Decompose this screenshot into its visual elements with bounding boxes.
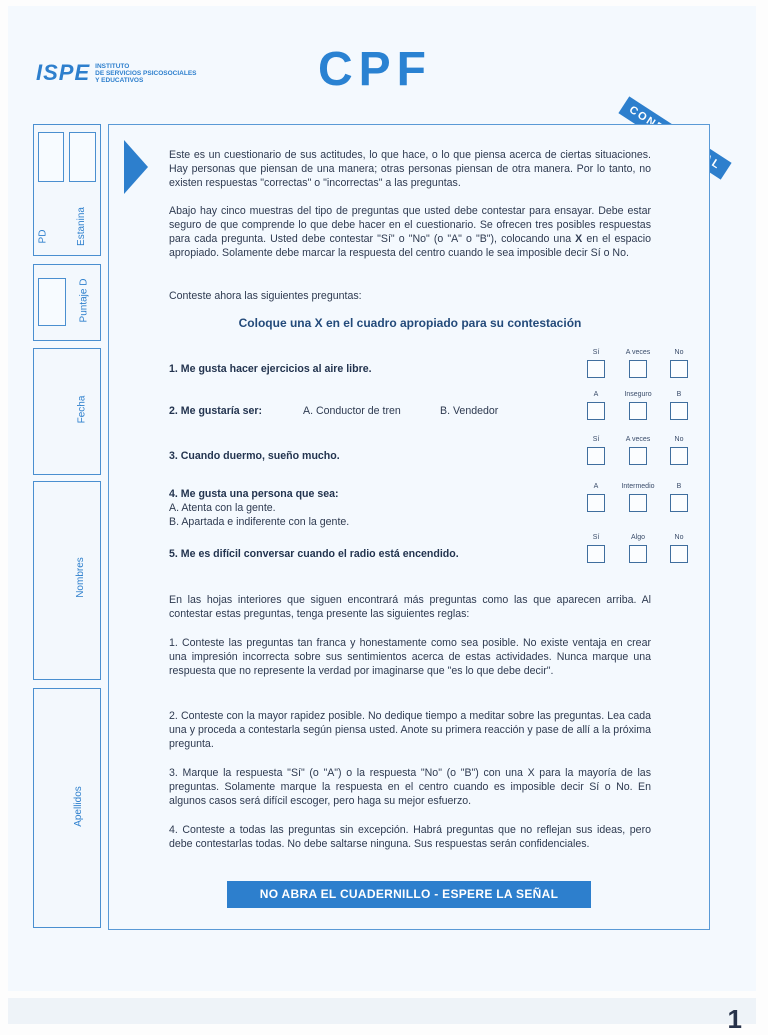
q4-opt-2-label: Intermedio <box>621 483 655 490</box>
intro-p2-part-a: Abajo hay cinco muestras del tipo de preguntas que usted debe contestar para ensayar. Debe estar seguro de que comprende lo que debe hacer en el cuestionario. Se ofrecen tres posibles respuestas para cada pregunta. Usted debe contestar "Sí" o "No" (o "A" o "B"), colocando una <box>169 205 651 245</box>
q1-opt-3-label: No <box>674 349 684 356</box>
puntaje-field[interactable] <box>33 264 101 341</box>
form-title: CPF <box>318 43 432 96</box>
q1-checkbox-3[interactable] <box>670 360 688 378</box>
rule-4: 4. Conteste a todas las preguntas sin excepción. Habrá preguntas que no reflejan sus ideas, pero debe contestarlas todas. No debe saltarse ninguna. Sus respuestas serán confidenciales. <box>169 824 651 850</box>
question-3-text: 3. Cuando duermo, sueño mucho. <box>169 450 340 462</box>
q5-opt-2-label: Algo <box>630 534 645 541</box>
rule-2: 2. Conteste con la mayor rapidez posible. No dedique tiempo a meditar sobre las preguntas. Lea cada una y proceda a contestarla según piensa usted. Anote su primera reacción y pase de allí a la próxima pregunta. <box>169 710 651 750</box>
intro-paragraph-2 <box>169 204 651 260</box>
question-2 <box>169 405 262 417</box>
q5-opt-3-label: No <box>674 534 684 541</box>
logo-line-3: Y EDUCATIVOS <box>95 76 144 84</box>
q5-checkbox-1[interactable] <box>587 545 605 563</box>
q2-checkbox-2[interactable] <box>629 402 647 420</box>
fecha-label: Fecha <box>76 395 88 424</box>
question-5 <box>169 548 459 560</box>
q3-checkbox-1[interactable] <box>587 447 605 465</box>
apellidos-label: Apellidos <box>72 786 84 827</box>
rules-intro: En las hojas interiores que siguen encontrará más preguntas como las que aparecen arriba. Al contestar estas preguntas, tenga presente las siguientes reglas: <box>169 594 651 620</box>
q1-checkbox-2[interactable] <box>629 360 647 378</box>
pd-label: PD <box>37 229 49 244</box>
q3-opt-3-label: No <box>674 436 684 443</box>
q2-checkbox-3[interactable] <box>670 402 688 420</box>
logo-line-2: DE SERVICIOS PSICOSOCIALES <box>95 69 197 77</box>
q2-opt-1-label: A <box>593 391 599 398</box>
q4-checkbox-1[interactable] <box>587 494 605 512</box>
q2-checkbox-1[interactable] <box>587 402 605 420</box>
q4-checkbox-3[interactable] <box>670 494 688 512</box>
question-2-option-a: A. Conductor de tren <box>303 405 401 417</box>
rule-3: 3. Marque la respuesta "Sí" (o "A") o la respuesta "No" (o "B") con una X para la mayoría de las preguntas. Solamente marque la respuesta en el centro cuando es imposible decir Sí o No. En algunos casos será difícil escoger, pero haga su mejor esfuerzo. <box>169 767 651 807</box>
arrow-right-icon <box>124 140 148 194</box>
q1-opt-1-label: Sí <box>592 349 600 356</box>
question-1 <box>169 363 372 375</box>
pd-estanina-field[interactable] <box>33 124 101 256</box>
q4-opt-3-label: B <box>676 483 682 490</box>
intro-paragraph-1: Este es un cuestionario de sus actitudes, lo que hace, o lo que piensa acerca de ciertas situaciones. Hay personas que piensan de una manera; otras personas piensan de otra manera. Por lo tanto, no existen respuestas "correctas" o "incorrectas" a las preguntas. <box>169 149 651 189</box>
q5-checkbox-3[interactable] <box>670 545 688 563</box>
answer-instruction: Coloque una X en el cuadro apropiado para su contestación <box>238 316 582 330</box>
q1-checkbox-1[interactable] <box>587 360 605 378</box>
question-4-text: 4. Me gusta una persona que sea: <box>169 488 339 500</box>
logo-mark: ISPE <box>36 60 91 85</box>
estanina-label: Estanina <box>75 207 87 246</box>
q4-checkbox-2[interactable] <box>629 494 647 512</box>
q3-checkbox-2[interactable] <box>629 447 647 465</box>
logo-line-1: INSTITUTO <box>95 62 130 70</box>
puntaje-box[interactable] <box>38 278 66 326</box>
intro-p2-x: X <box>575 233 583 245</box>
question-4-option-a: A. Atenta con la gente. <box>169 502 276 514</box>
q5-opt-1-label: Sí <box>592 534 600 541</box>
bottom-strip <box>8 998 756 1024</box>
q4-opt-1-label: A <box>593 483 599 490</box>
question-2-text: 2. Me gustaría ser: <box>169 405 263 417</box>
fecha-field[interactable] <box>33 348 101 475</box>
q5-checkbox-2[interactable] <box>629 545 647 563</box>
q2-opt-3-label: B <box>676 391 682 398</box>
page-number: 1 <box>727 1004 742 1034</box>
nombres-label: Nombres <box>74 557 86 598</box>
question-1-text: 1. Me gusta hacer ejercicios al aire libre. <box>169 363 372 375</box>
q1-opt-2-label: A veces <box>625 349 651 356</box>
ispe-logo <box>36 60 197 86</box>
question-4 <box>169 488 339 500</box>
q3-opt-2-label: A veces <box>625 436 651 443</box>
question-3 <box>169 450 340 462</box>
puntaje-label: Puntaje D <box>78 278 90 323</box>
q2-opt-2-label: Inseguro <box>624 391 652 398</box>
pd-box[interactable] <box>38 132 64 182</box>
nombres-field[interactable] <box>33 481 101 680</box>
question-5-text: 5. Me es difícil conversar cuando el radio está encendido. <box>169 548 459 560</box>
question-4-option-b: B. Apartada e indiferente con la gente. <box>169 516 350 528</box>
question-2-option-b: B. Vendedor <box>440 405 499 417</box>
intro-paragraph-3: Conteste ahora las siguientes preguntas: <box>169 290 362 302</box>
rule-1: 1. Conteste las preguntas tan franca y honestamente como sea posible. No existe ventaja en crear una impresión incorrecta sobre sus sentimientos acerca de estas actividades. Nunca marque una respuesta que no represente la verdad por imaginarse que "es lo que debe decir". <box>169 637 651 677</box>
logo-text <box>95 63 196 84</box>
estanina-box[interactable] <box>69 132 96 182</box>
apellidos-field[interactable] <box>33 688 101 928</box>
q3-checkbox-3[interactable] <box>670 447 688 465</box>
wait-signal-notice: NO ABRA EL CUADERNILLO - ESPERE LA SEÑAL <box>227 881 591 908</box>
intro-p2-part-b: en el espacio apropiado. Solamente debe marcar la respuesta del centro cuando le sea imposible decir Sí o No. <box>169 233 651 259</box>
q3-opt-1-label: Sí <box>592 436 600 443</box>
